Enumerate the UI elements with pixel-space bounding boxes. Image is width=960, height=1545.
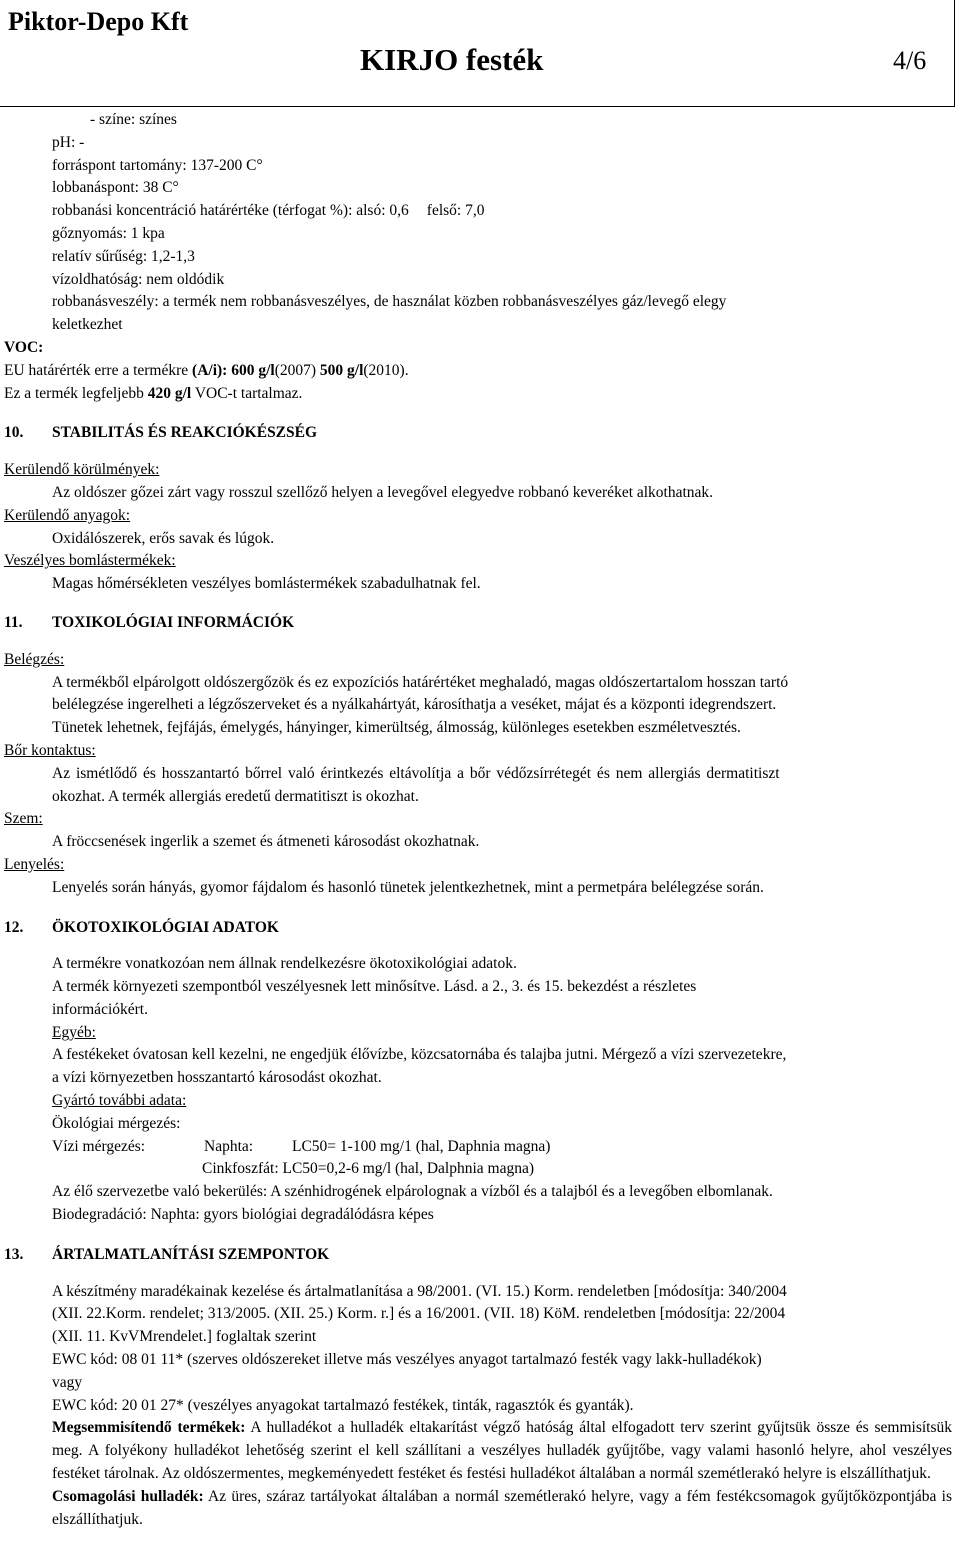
section-number: 12. — [4, 918, 24, 936]
disposal-label: Megsemmisítendő termékek: — [52, 1419, 246, 1437]
header-vertical-rule — [954, 0, 955, 106]
s13-ewc1: EWC kód: 08 01 11* (szerves oldószereket illetve más veszélyes anyagot tartalmazó festék vagy lakk-hulladékok) — [52, 1351, 762, 1369]
s10-h3: Veszélyes bomlástermékek: — [4, 552, 176, 570]
s12-p1: A termékre vonatkozóan nem állnak rendelkezésre ökotoxikológiai adatok. — [52, 955, 517, 973]
s10-t1: Az oldószer gőzei zárt vagy rosszul szellőző helyen a levegővel elegyedve robbanó keveréket alkothatnak. — [52, 483, 714, 501]
prop-explosion-risk-2: keletkezhet — [52, 316, 123, 334]
s13-p1a: A készítmény maradékainak kezelése és ártalmatlanítása a 98/2001. (VI. 15.) Korm. rendeletben [módosítja: 340/2004 — [52, 1282, 787, 1300]
packaging-text: Az üres, száraz tartályokat általában a normál szemétlerakó helyre, vagy a fém festékcsomagok gyűjtőközpontjába is elszállíthatjuk. — [52, 1487, 953, 1528]
s11-t2b: okozhat. A termék allergiás eredetű dermatitiszt is okozhat. — [52, 787, 419, 805]
s12-p3a: A festékeket óvatosan kell kezelni, ne engedjük élővízbe, közcsatornába és talajba jutni. Mérgező a vízi szervezetekre, — [52, 1046, 787, 1064]
prop-boiling: forráspont tartomány: 137-200 C° — [52, 156, 263, 174]
s13-ewc2: EWC kód: 20 01 27* (veszélyes anyagokat tartalmazó festékek, tinták, ragasztók és gyanták). — [52, 1396, 634, 1414]
s12-other: Egyéb: — [52, 1023, 96, 1041]
s12-eco: Ökológiai mérgezés: — [52, 1114, 181, 1132]
voc-value: (A/i): 600 g/l — [192, 361, 275, 379]
prop-solubility: vízoldhatóság: nem oldódik — [52, 270, 225, 288]
section-number: 13. — [4, 1245, 24, 1263]
company-name: Piktor-Depo Kft — [8, 7, 189, 36]
s12-water — [4, 1136, 952, 1159]
voc-text: (2010). — [363, 361, 409, 379]
s10-h2: Kerülendő anyagok: — [4, 506, 131, 524]
document-body — [4, 107, 952, 1531]
s11-t4: Lenyelés során hányás, gyomor fájdalom és hasonló tünetek jelentkezhetnek, mint a permetpára belélegzése során. — [52, 878, 764, 896]
voc-text: Ez a termék legfeljebb — [4, 384, 148, 402]
section-13-heading — [4, 1244, 952, 1267]
s11-t1c: Tünetek lehetnek, fejfájás, émelygés, hányinger, kimerültség, álmosság, különleges esetekben eszméletvesztés. — [52, 719, 741, 737]
section-number: 10. — [4, 424, 24, 442]
s12-p3b: a vízi környezetben hosszantartó károsodást okozhat. — [52, 1069, 382, 1087]
prop-ph: pH: - — [52, 133, 85, 151]
prop-explosion-low: robbanási koncentráció határértéke (térfogat %): alsó: 0,6 — [52, 202, 409, 220]
voc-text: EU határérték erre a termékre — [4, 361, 193, 379]
s13-p1c: (XII. 11. KvVMrendelet.] foglaltak szerint — [52, 1328, 317, 1346]
s12-water-2 — [4, 1158, 952, 1181]
section-12-heading — [4, 917, 952, 940]
s13-disposal — [4, 1417, 952, 1485]
water-value: Cinkfoszfát: LC50=0,2-6 mg/l (hal, Dalphnia magna) — [202, 1160, 535, 1178]
section-10-heading — [4, 422, 952, 445]
s11-t3: A fröccsenések ingerlik a szemet és átmeneti károsodást okozhatnak. — [52, 833, 480, 851]
page-number: 4/6 — [893, 46, 927, 75]
s13-ewc-or: vagy — [52, 1373, 83, 1391]
section-11-heading — [4, 612, 952, 635]
prop-explosion-limits — [4, 200, 952, 223]
prop-explosion-risk-1: robbanásveszély: a termék nem robbanásveszélyes, de használat közben robbanásveszélyes gáz/levegő elegy — [52, 293, 727, 311]
s13-packaging — [4, 1486, 952, 1532]
prop-color: - színe: színes — [90, 111, 177, 128]
s11-t1a: A termékből elpárolgott oldószergőzök és ez expozíciós határértéket meghaladó, magas oldószertartalom hosszan tartó — [52, 673, 789, 691]
section-title: STABILITÁS ÉS REAKCIÓKÉSZSÉG — [52, 424, 318, 442]
voc-content — [4, 383, 952, 406]
s12-degr: Biodegradáció: Naphta: gyors biológiai degradálódásra képes — [52, 1206, 434, 1224]
section-title: TOXIKOLÓGIAI INFORMÁCIÓK — [52, 613, 295, 631]
s13-p1b: (XII. 22.Korm. rendelet; 313/2005. (XII. 25.) Korm. r.] és a 16/2001. (VII. 18) KöM. rendeletben [módosítja: 22/2004 — [52, 1305, 786, 1323]
prop-vapor: gőznyomás: 1 kpa — [52, 224, 165, 242]
product-name: KIRJO festék — [360, 42, 544, 77]
voc-value: 420 g/l — [147, 384, 192, 402]
prop-explosion-high: felső: 7,0 — [426, 202, 485, 220]
s10-t2: Oxidálószerek, erős savak és lúgok. — [52, 529, 275, 547]
s12-mfr: Gyártó további adata: — [52, 1092, 187, 1110]
voc-text: (2007) — [274, 361, 320, 379]
s11-h2: Bőr kontaktus: — [4, 741, 96, 759]
s11-h4: Lenyelés: — [4, 855, 65, 873]
prop-density: relatív sűrűség: 1,2-1,3 — [52, 247, 195, 265]
s10-t3: Magas hőmérsékleten veszélyes bomlástermékek szabadulhatnak fel. — [52, 575, 481, 593]
water-sub: Naphta: — [204, 1137, 254, 1155]
s10-h1: Kerülendő körülmények: — [4, 461, 160, 479]
section-number: 11. — [4, 613, 23, 631]
s11-t1b: belélegzése ingerelheti a légzőszerveket és a nyálkahártyát, károsíthatja a veséket, májat és a központi idegrendszert. — [52, 696, 777, 714]
voc-text: VOC-t tartalmaz. — [191, 384, 303, 402]
packaging-label: Csomagolási hulladék: — [52, 1487, 204, 1505]
voc-limit — [4, 360, 952, 383]
s12-bio: Az élő szervezetbe való bekerülés: A szénhidrogének elpárolognak a vízből és a talajból és a levegőben elbomlanak. — [52, 1183, 773, 1201]
section-title: ÖKOTOXIKOLÓGIAI ADATOK — [52, 918, 279, 936]
s11-h3: Szem: — [4, 810, 43, 828]
disposal-text: A hulladékot a hulladék eltakarítást végző hatóság által elfogadott terv szerint gyűjtsük össze és semmisítsük meg. A folyékony hulladékot lehetőség szerint el kell szállítani a veszélyes hulladék gyűjtőbe, vagy valami hasonló helyre, ahol veszélyes festéket tárolnak. Az oldószermentes, megkeményedett festéket és festési hulladékot általában a normál szemétlerakó helyre is elszállíthatjuk. — [52, 1419, 952, 1483]
s11-t2a: Az ismétlődő és hosszantartó bőrrel való érintkezés eltávolítja a bőr védőzsírrétegét és nem allergiás dermatitiszt — [52, 764, 780, 782]
s12-p2b: információkért. — [52, 1000, 148, 1018]
water-value: LC50= 1-100 mg/1 (hal, Daphnia magna) — [292, 1137, 551, 1155]
s11-h1: Belégzés: — [4, 650, 65, 668]
voc-value: 500 g/l — [319, 361, 364, 379]
voc-label: VOC: — [4, 338, 44, 356]
section-title: ÁRTALMATLANÍTÁSI SZEMPONTOK — [52, 1245, 330, 1263]
s12-p2a: A termék környezeti szempontból veszélyesnek lett minősítve. Lásd. a 2., 3. és 15. bekezdést a részletes — [52, 978, 697, 996]
water-label: Vízi mérgezés: — [52, 1137, 146, 1155]
prop-flash: lobbanáspont: 38 C° — [52, 179, 179, 197]
page-header — [0, 0, 960, 108]
